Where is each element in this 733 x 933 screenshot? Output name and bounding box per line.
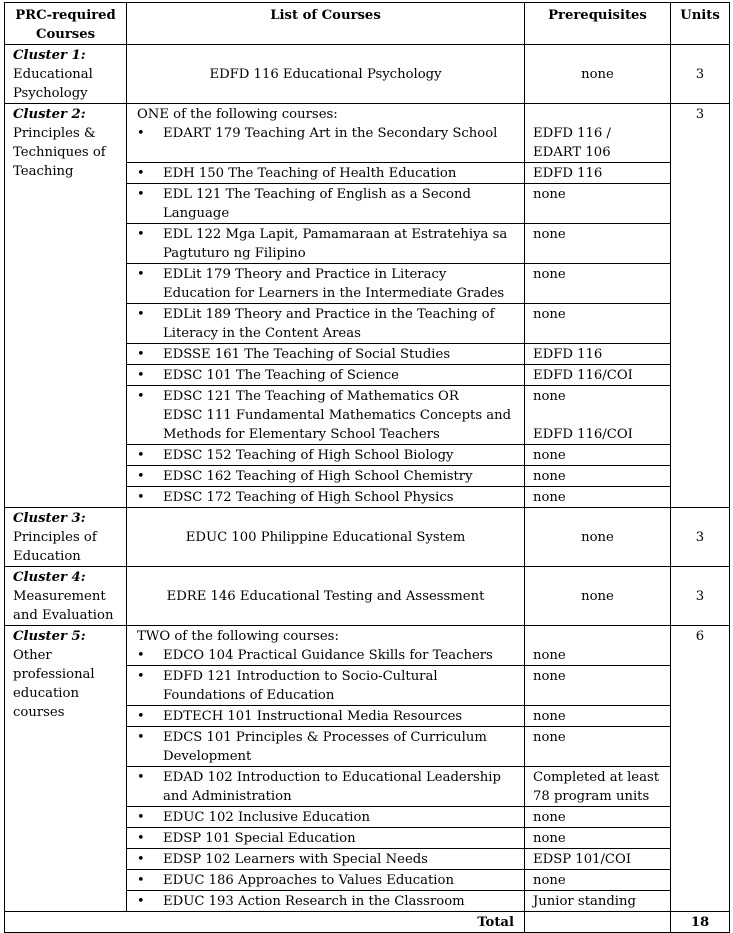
cluster-3-prereq: none — [525, 508, 671, 567]
course-title: EDSC 172 Teaching of High School Physics — [163, 490, 454, 505]
bullet-icon: • — [137, 469, 145, 484]
bullet-icon: • — [137, 852, 145, 867]
course-requirements-table — [4, 2, 730, 933]
cluster-4-course: EDRE 146 Educational Testing and Assessment — [127, 567, 525, 626]
cluster-3-units: 3 — [671, 508, 730, 567]
header-row — [5, 3, 730, 45]
prereq-cell — [525, 104, 671, 163]
prereq-text: Completed at least 78 program units — [525, 767, 671, 807]
prereq-text: none — [533, 648, 566, 663]
cluster-3-course: EDUC 100 Philippine Educational System — [127, 508, 525, 567]
bullet-icon: • — [137, 709, 145, 724]
cluster-desc: Principles of Education — [13, 530, 97, 564]
list-item — [127, 104, 525, 163]
cluster-name: Cluster 1: — [13, 48, 86, 63]
cluster-5-label — [5, 626, 127, 912]
prereq-text: EDFD 116 — [525, 163, 671, 184]
cluster-desc: Measurement and Evaluation — [13, 589, 114, 623]
bullet-icon: • — [137, 389, 145, 404]
cluster-1-units: 3 — [671, 45, 730, 104]
course-title: EDSC 101 The Teaching of Science — [163, 368, 399, 383]
prereq-text: none — [525, 727, 671, 767]
course-title: EDSC 152 Teaching of High School Biology — [163, 448, 454, 463]
course-title: EDUC 193 Action Research in the Classroom — [163, 894, 465, 909]
course-title: EDSSE 161 The Teaching of Social Studies — [163, 347, 451, 362]
cluster-name: Cluster 5: — [13, 629, 86, 644]
prereq-text: none — [525, 466, 671, 487]
list-item — [127, 626, 525, 666]
total-units: 18 — [671, 912, 730, 933]
bullet-icon: • — [137, 770, 145, 785]
prereq-text: none — [525, 487, 671, 508]
bullet-icon: • — [137, 368, 145, 383]
bullet-icon: • — [137, 448, 145, 463]
cluster-name: Cluster 4: — [13, 570, 86, 585]
prereq-text: none — [525, 304, 671, 344]
cluster-3-label — [5, 508, 127, 567]
bullet-icon: • — [137, 166, 145, 181]
bullet-icon: • — [137, 810, 145, 825]
course-title: EDUC 186 Approaches to Values Education — [163, 873, 454, 888]
bullet-icon: • — [137, 894, 145, 909]
cluster-2-first-row — [5, 104, 730, 163]
course-title: EDSC 121 The Teaching of Mathematics OR — [163, 389, 459, 404]
total-row — [5, 912, 730, 933]
cluster-4-label — [5, 567, 127, 626]
prereq-text: EDFD 116 — [525, 344, 671, 365]
prereq-text: none — [525, 870, 671, 891]
bullet-icon: • — [137, 347, 145, 362]
course-title: EDH 150 The Teaching of Health Education — [163, 166, 457, 181]
cluster-2-units: 3 — [671, 104, 730, 508]
course-title: EDSC 111 Fundamental Mathematics Concepts and Methods for Elementary School Teachers — [163, 408, 512, 442]
course-title: EDCS 101 Principles & Processes of Curriculum Development — [163, 730, 487, 764]
prereq-text: none — [533, 389, 566, 404]
prereq-text: none — [525, 445, 671, 466]
course-title: EDL 121 The Teaching of English as a Second Language — [163, 187, 471, 221]
header-list-of-courses: List of Courses — [127, 3, 525, 45]
course-title: EDLit 189 Theory and Practice in the Teaching of Literacy in the Content Areas — [163, 307, 495, 341]
total-label: Total — [5, 912, 525, 933]
bullet-icon: • — [137, 831, 145, 846]
bullet-icon: • — [137, 126, 145, 141]
header-prc-required: PRC-required Courses — [5, 3, 127, 45]
bullet-icon: • — [137, 648, 145, 663]
cluster-1-course: EDFD 116 Educational Psychology — [127, 45, 525, 104]
cluster-1-label — [5, 45, 127, 104]
prereq-text: none — [525, 666, 671, 706]
course-title: EDSP 101 Special Education — [163, 831, 356, 846]
course-title: EDL 122 Mga Lapit, Pamamaraan at Estratehiya sa Pagtuturo ng Filipino — [163, 227, 508, 261]
cluster-desc: Principles & Techniques of Teaching — [13, 126, 106, 179]
bullet-icon: • — [137, 267, 145, 282]
header-prerequisites: Prerequisites — [525, 3, 671, 45]
cluster-name: Cluster 3: — [13, 511, 86, 526]
cluster-5-units: 6 — [671, 626, 730, 912]
bullet-icon: • — [137, 873, 145, 888]
course-title: EDTECH 101 Instructional Media Resources — [163, 709, 463, 724]
course-title: EDAD 102 Introduction to Educational Leadership and Administration — [163, 770, 501, 804]
cluster-4-prereq: none — [525, 567, 671, 626]
prereq-text: none — [525, 706, 671, 727]
course-title: EDUC 102 Inclusive Education — [163, 810, 370, 825]
bullet-icon: • — [137, 307, 145, 322]
prereq-text: none — [525, 264, 671, 304]
cluster-name: Cluster 2: — [13, 107, 86, 122]
course-title: EDSC 162 Teaching of High School Chemistry — [163, 469, 473, 484]
cluster-desc: Other professional education courses — [13, 648, 95, 720]
bullet-icon: • — [137, 730, 145, 745]
bullet-icon: • — [137, 669, 145, 684]
cluster-desc: Educational Psychology — [13, 67, 93, 101]
cluster-5-first-row — [5, 626, 730, 666]
course-title: EDCO 104 Practical Guidance Skills for Teachers — [163, 648, 493, 663]
prereq-text: EDFD 116 / EDART 106 — [533, 126, 611, 160]
cluster-4-row — [5, 567, 730, 626]
course-title: EDART 179 Teaching Art in the Secondary School — [163, 126, 498, 141]
prereq-text: EDSP 101/COI — [525, 849, 671, 870]
cluster-1-prereq: none — [525, 45, 671, 104]
cluster-intro: ONE of the following courses: — [137, 107, 338, 122]
total-spacer — [525, 912, 671, 933]
bullet-icon: • — [137, 187, 145, 202]
cluster-2-label — [5, 104, 127, 508]
cluster-4-units: 3 — [671, 567, 730, 626]
prereq-text: none — [525, 224, 671, 264]
prereq-text: EDFD 116/COI — [533, 427, 633, 442]
prereq-cell — [525, 626, 671, 666]
course-title: EDSP 102 Learners with Special Needs — [163, 852, 428, 867]
bullet-icon: • — [137, 490, 145, 505]
prereq-text: none — [525, 828, 671, 849]
cluster-3-row — [5, 508, 730, 567]
course-title: EDFD 121 Introduction to Socio-Cultural Foundations of Education — [163, 669, 438, 703]
header-units: Units — [671, 3, 730, 45]
cluster-1-row — [5, 45, 730, 104]
bullet-icon: • — [137, 227, 145, 242]
prereq-text: none — [525, 807, 671, 828]
cluster-intro: TWO of the following courses: — [137, 629, 339, 644]
prereq-text: Junior standing — [525, 891, 671, 912]
course-title: EDLit 179 Theory and Practice in Literacy Education for Learners in the Intermediate Grades — [163, 267, 505, 301]
prereq-text: EDFD 116/COI — [525, 365, 671, 386]
prereq-text: none — [525, 184, 671, 224]
